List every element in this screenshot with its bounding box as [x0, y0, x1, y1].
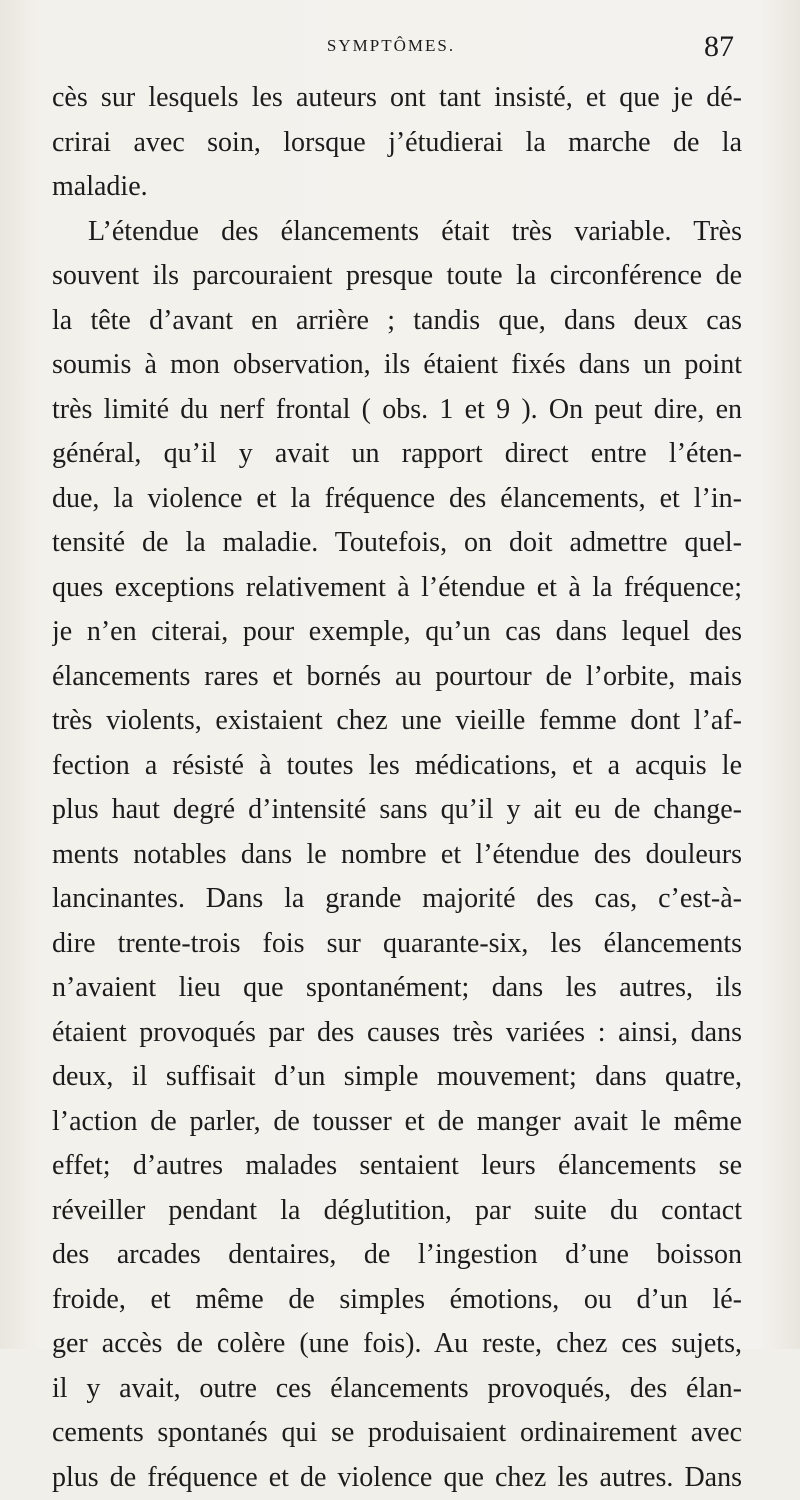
text-line: réveiller pendant la déglutition, par suite du contact [52, 1189, 742, 1234]
page-header [48, 30, 734, 66]
text-line: L’étendue des élancements était très variable. Très [52, 210, 742, 255]
body-text [52, 76, 742, 1500]
text-line: deux, il suffisait d’un simple mouvement; dans quatre, [52, 1055, 742, 1100]
text-line: très limité du nerf frontal ( obs. 1 et 9 ). On peut dire, en [52, 388, 742, 433]
text-line: étaient provoqués par des causes très variées : ainsi, dans [52, 1011, 742, 1056]
text-line: plus haut degré d’intensité sans qu’il y ait eu de change- [52, 788, 742, 833]
text-line: je n’en citerai, pour exemple, qu’un cas dans lequel des [52, 610, 742, 655]
text-line: plus de fréquence et de violence que chez les autres. Dans [52, 1456, 742, 1500]
text-line: général, qu’il y avait un rapport direct entre l’éten- [52, 432, 742, 477]
text-line: crirai avec soin, lorsque j’étudierai la marche de la [52, 121, 742, 166]
text-line: effet; d’autres malades sentaient leurs élancements se [52, 1144, 742, 1189]
text-line: soumis à mon observation, ils étaient fixés dans un point [52, 343, 742, 388]
text-line: ments notables dans le nombre et l’étendue des douleurs [52, 833, 742, 878]
text-line: très violents, existaient chez une vieille femme dont l’af- [52, 699, 742, 744]
text-line: ger accès de colère (une fois). Au reste, chez ces sujets, [52, 1322, 742, 1367]
text-line: cements spontanés qui se produisaient ordinairement avec [52, 1411, 742, 1456]
page-number: 87 [704, 30, 734, 64]
text-line: il y avait, outre ces élancements provoqués, des élan- [52, 1367, 742, 1412]
text-line: dire trente-trois fois sur quarante-six, les élancements [52, 922, 742, 967]
text-line: tensité de la maladie. Toutefois, on doit admettre quel- [52, 521, 742, 566]
text-line: des arcades dentaires, de l’ingestion d’une boisson [52, 1233, 742, 1278]
text-line: fection a résisté à toutes les médications, et a acquis le [52, 744, 742, 789]
text-line: souvent ils parcouraient presque toute la circonférence de [52, 254, 742, 299]
text-line: lancinantes. Dans la grande majorité des cas, c’est-à- [52, 877, 742, 922]
text-line: due, la violence et la fréquence des élancements, et l’in- [52, 477, 742, 522]
text-line: froide, et même de simples émotions, ou d’un lé- [52, 1278, 742, 1323]
text-line: maladie. [52, 165, 742, 210]
running-head: SYMPTÔMES. [48, 36, 734, 56]
text-line: l’action de parler, de tousser et de manger avait le même [52, 1100, 742, 1145]
text-line: la tête d’avant en arrière ; tandis que, dans deux cas [52, 299, 742, 344]
text-line: n’avaient lieu que spontanément; dans les autres, ils [52, 966, 742, 1011]
text-line: élancements rares et bornés au pourtour de l’orbite, mais [52, 655, 742, 700]
text-line: cès sur lesquels les auteurs ont tant insisté, et que je dé- [52, 76, 742, 121]
text-line: ques exceptions relativement à l’étendue et à la fréquence; [52, 566, 742, 611]
